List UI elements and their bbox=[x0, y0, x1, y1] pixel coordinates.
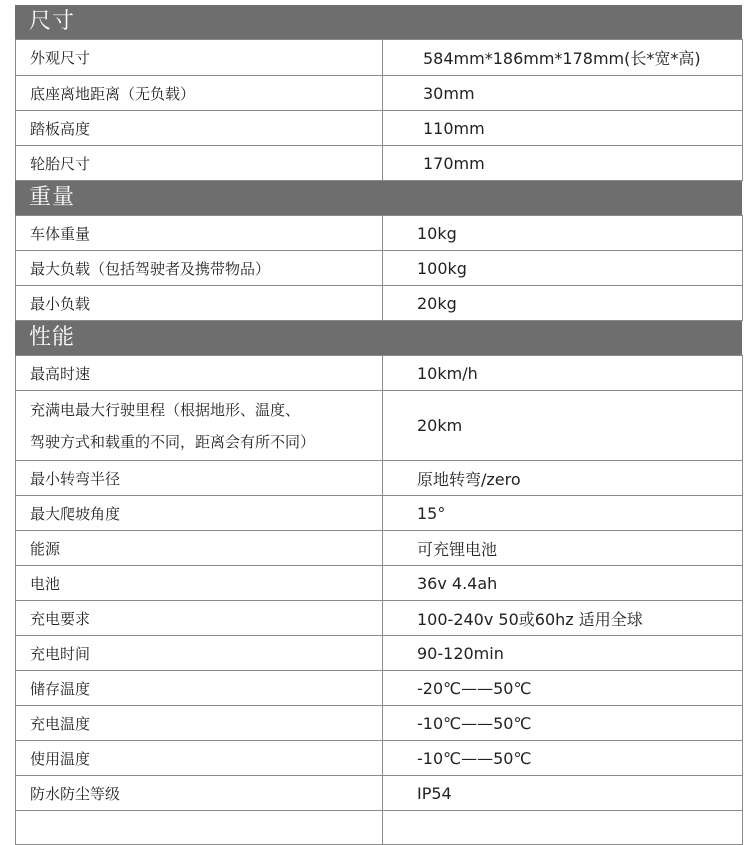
row-value: 36v 4.4ah bbox=[383, 566, 743, 601]
row-label: 充电时间 bbox=[16, 636, 383, 671]
table-row bbox=[16, 356, 743, 391]
table-row bbox=[16, 531, 743, 566]
row-value: 原地转弯/zero bbox=[383, 461, 743, 496]
row-label: 使用温度 bbox=[16, 741, 383, 776]
table-row bbox=[16, 636, 743, 671]
table-row bbox=[16, 216, 743, 251]
row-value: 20kg bbox=[383, 286, 743, 321]
table-row bbox=[16, 286, 743, 321]
row-value: 可充锂电池 bbox=[383, 531, 743, 566]
table-row bbox=[16, 40, 743, 76]
row-value: 20km bbox=[383, 391, 743, 461]
table-row bbox=[16, 566, 743, 601]
row-value: 10km/h bbox=[383, 356, 743, 391]
table-row bbox=[16, 461, 743, 496]
row-value: IP54 bbox=[383, 776, 743, 811]
row-label: 充电要求 bbox=[16, 601, 383, 636]
row-label: 最小转弯半径 bbox=[16, 461, 383, 496]
spec-table-performance bbox=[15, 355, 743, 845]
table-row bbox=[16, 671, 743, 706]
row-value: -10℃——50℃ bbox=[383, 741, 743, 776]
section-title: 性能 bbox=[15, 321, 742, 355]
table-row bbox=[16, 76, 743, 111]
table-row bbox=[16, 391, 743, 461]
row-value: 10kg bbox=[383, 216, 743, 251]
table-row bbox=[16, 496, 743, 531]
section-title: 尺寸 bbox=[15, 5, 742, 39]
row-label: 最小负载 bbox=[16, 286, 383, 321]
section-weight bbox=[0, 181, 750, 321]
table-row bbox=[16, 706, 743, 741]
row-value: -20℃——50℃ bbox=[383, 671, 743, 706]
table-row bbox=[16, 111, 743, 146]
section-size bbox=[0, 0, 750, 181]
row-value: 110mm bbox=[383, 111, 743, 146]
table-row bbox=[16, 146, 743, 181]
row-value: -10℃——50℃ bbox=[383, 706, 743, 741]
table-row bbox=[16, 251, 743, 286]
row-label-line: 驾驶方式和载重的不同，距离会有所不同） bbox=[30, 432, 316, 451]
spec-table-weight bbox=[15, 215, 743, 321]
row-label: 踏板高度 bbox=[16, 111, 383, 146]
row-value: 584mm*186mm*178mm(长*宽*高) bbox=[383, 40, 743, 76]
table-row bbox=[16, 741, 743, 776]
row-value: 15° bbox=[383, 496, 743, 531]
row-label bbox=[16, 811, 383, 845]
row-label: 最高时速 bbox=[16, 356, 383, 391]
row-value: 170mm bbox=[383, 146, 743, 181]
spec-table-size bbox=[15, 39, 743, 181]
section-title: 重量 bbox=[15, 181, 742, 215]
table-row bbox=[16, 811, 743, 845]
row-label: 电池 bbox=[16, 566, 383, 601]
row-label-line: 充满电最大行驶里程（根据地形、温度、 bbox=[30, 400, 301, 419]
row-label: 外观尺寸 bbox=[16, 40, 383, 76]
row-label: 防水防尘等级 bbox=[16, 776, 383, 811]
row-label: 储存温度 bbox=[16, 671, 383, 706]
section-performance bbox=[0, 321, 750, 845]
row-label-multiline bbox=[16, 391, 383, 461]
row-label: 车体重量 bbox=[16, 216, 383, 251]
row-value: 100kg bbox=[383, 251, 743, 286]
row-label: 能源 bbox=[16, 531, 383, 566]
table-row bbox=[16, 601, 743, 636]
row-label: 充电温度 bbox=[16, 706, 383, 741]
row-label: 轮胎尺寸 bbox=[16, 146, 383, 181]
row-value bbox=[383, 811, 743, 845]
row-value: 100-240v 50或60hz 适用全球 bbox=[383, 601, 743, 636]
row-label: 底座离地距离（无负载） bbox=[16, 76, 383, 111]
table-row bbox=[16, 776, 743, 811]
row-value: 90-120min bbox=[383, 636, 743, 671]
row-label: 最大负载（包括驾驶者及携带物品） bbox=[16, 251, 383, 286]
row-value: 30mm bbox=[383, 76, 743, 111]
row-label: 最大爬坡角度 bbox=[16, 496, 383, 531]
